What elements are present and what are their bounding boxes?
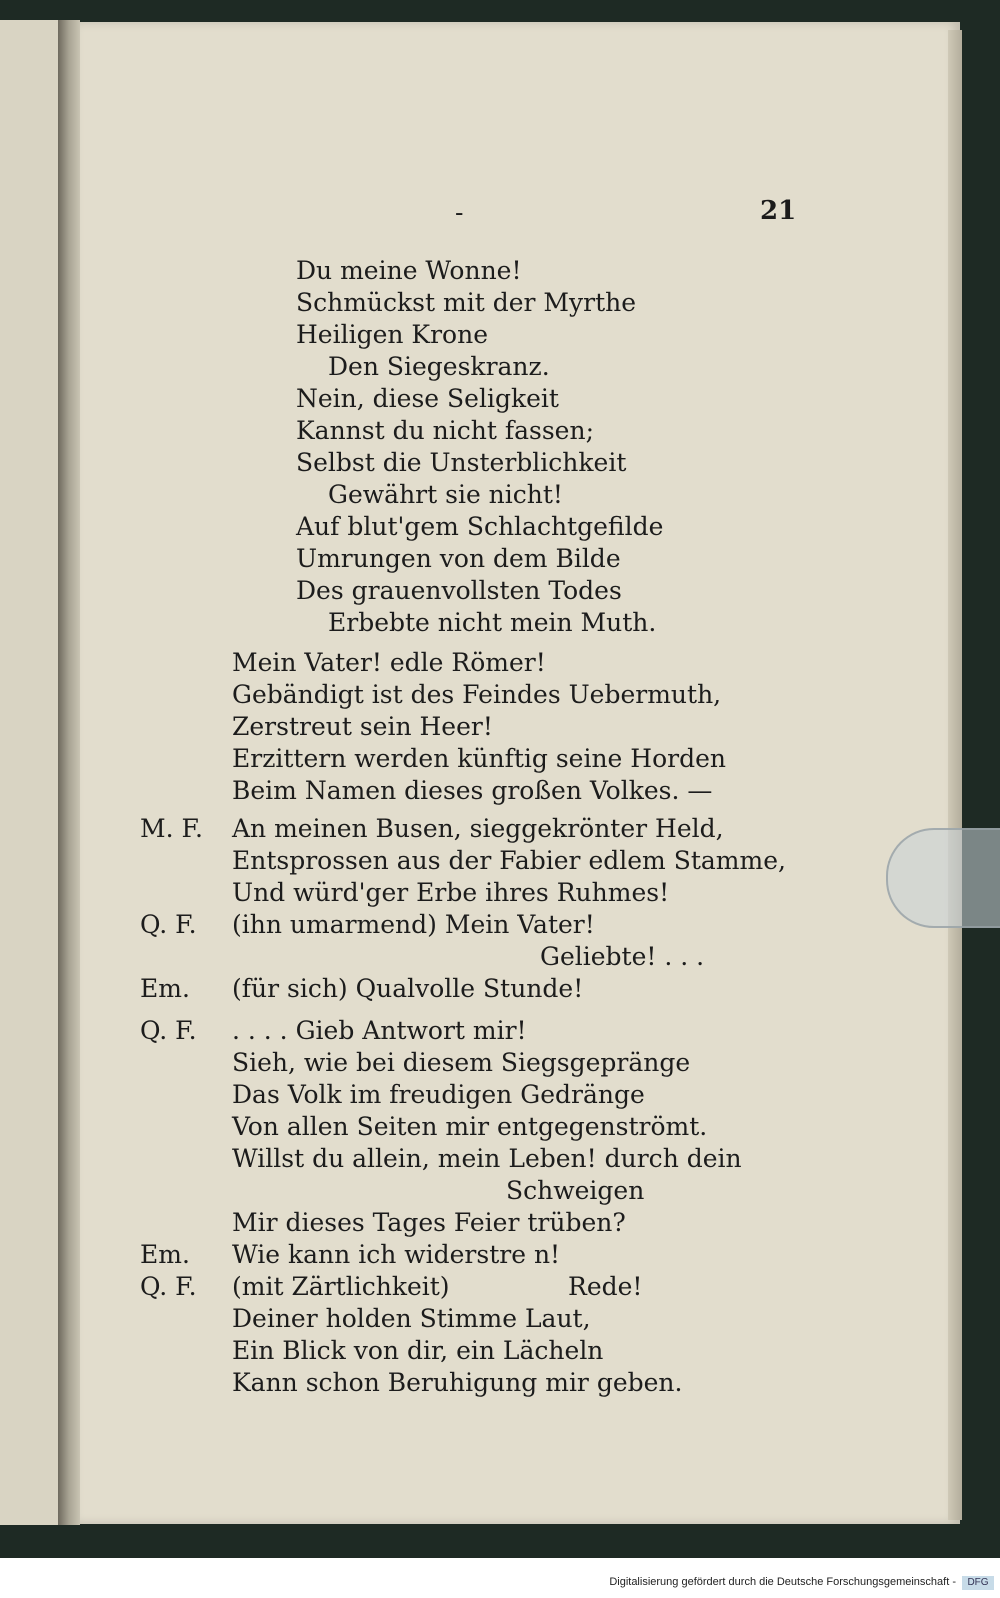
page-edge xyxy=(948,30,962,1520)
footer-bar xyxy=(0,1558,1000,1598)
header-mark: - xyxy=(455,198,464,227)
verse-line: Kannst du nicht fassen; xyxy=(296,416,594,445)
dialogue-line: Rede! xyxy=(568,1272,643,1301)
speaker-mf: M. F. xyxy=(140,814,203,843)
dialogue-line: Entsprossen aus der Fabier edlem Stamme, xyxy=(232,846,786,875)
speaker-qf: Q. F. xyxy=(140,1272,197,1301)
dialogue-line: Das Volk im freudigen Gedränge xyxy=(232,1080,645,1109)
verse-line: Mein Vater! edle Römer! xyxy=(232,648,546,677)
verse-line: Auf blut'gem Schlachtgefilde xyxy=(296,512,664,541)
funding-credit: Digitalisierung gefördert durch die Deutsche Forschungsgemeinschaft - xyxy=(609,1576,956,1588)
speaker-qf: Q. F. xyxy=(140,1016,197,1045)
verse-line: Beim Namen dieses großen Volkes. — xyxy=(232,776,713,805)
verse-line: Erzittern werden künftig seine Horden xyxy=(232,744,727,773)
dialogue-line: Und würd'ger Erbe ihres Ruhmes! xyxy=(232,878,670,907)
speaker-qf: Q. F. xyxy=(140,910,197,939)
verse-line: Nein, diese Seligkeit xyxy=(296,384,559,413)
dialogue-line: Von allen Seiten mir entgegenströmt. xyxy=(232,1112,708,1141)
verse-line: Den Siegeskranz. xyxy=(328,352,550,381)
page-clip xyxy=(886,828,1000,928)
dialogue-line: Geliebte! . . . xyxy=(540,942,705,971)
dialogue-line: Mir dieses Tages Feier trüben? xyxy=(232,1208,626,1237)
dialogue-line: Schweigen xyxy=(506,1176,645,1205)
verse-line: Umrungen von dem Bilde xyxy=(296,544,621,573)
dialogue-line: Sieh, wie bei diesem Siegsgepränge xyxy=(232,1048,691,1077)
verse-line: Schmückst mit der Myrthe xyxy=(296,288,637,317)
verse-line: Gewährt sie nicht! xyxy=(328,480,563,509)
page-number: 21 xyxy=(760,196,797,226)
verse-line: Selbst die Unsterblichkeit xyxy=(296,448,627,477)
dialogue-line: Willst du allein, mein Leben! durch dein xyxy=(232,1144,742,1173)
verse-line: Zerstreut sein Heer! xyxy=(232,712,493,741)
verse-line: Gebändigt ist des Feindes Uebermuth, xyxy=(232,680,722,709)
book-spine xyxy=(58,20,80,1525)
dialogue-line: (für sich) Qualvolle Stunde! xyxy=(232,974,584,1003)
dialogue-line: (mit Zärtlichkeit) xyxy=(232,1272,450,1301)
dialogue-line: . . . . Gieb Antwort mir! xyxy=(232,1016,527,1045)
verse-line: Du meine Wonne! xyxy=(296,256,522,285)
book-page xyxy=(80,22,960,1524)
verse-line: Heiligen Krone xyxy=(296,320,489,349)
dialogue-line: Kann schon Beruhigung mir geben. xyxy=(232,1368,683,1397)
dfg-logo: DFG xyxy=(962,1576,994,1590)
dialogue-line: An meinen Busen, sieggekrönter Held, xyxy=(232,814,724,843)
dialogue-line: Ein Blick von dir, ein Lächeln xyxy=(232,1336,604,1365)
left-page-edge xyxy=(0,20,65,1525)
dialogue-line: Wie kann ich widerstre n! xyxy=(232,1240,561,1269)
verse-line: Erbebte nicht mein Muth. xyxy=(328,608,657,637)
speaker-em: Em. xyxy=(140,1240,190,1269)
dialogue-line: (ihn umarmend) Mein Vater! xyxy=(232,910,595,939)
speaker-em: Em. xyxy=(140,974,190,1003)
dialogue-line: Deiner holden Stimme Laut, xyxy=(232,1304,591,1333)
verse-line: Des grauenvollsten Todes xyxy=(296,576,622,605)
